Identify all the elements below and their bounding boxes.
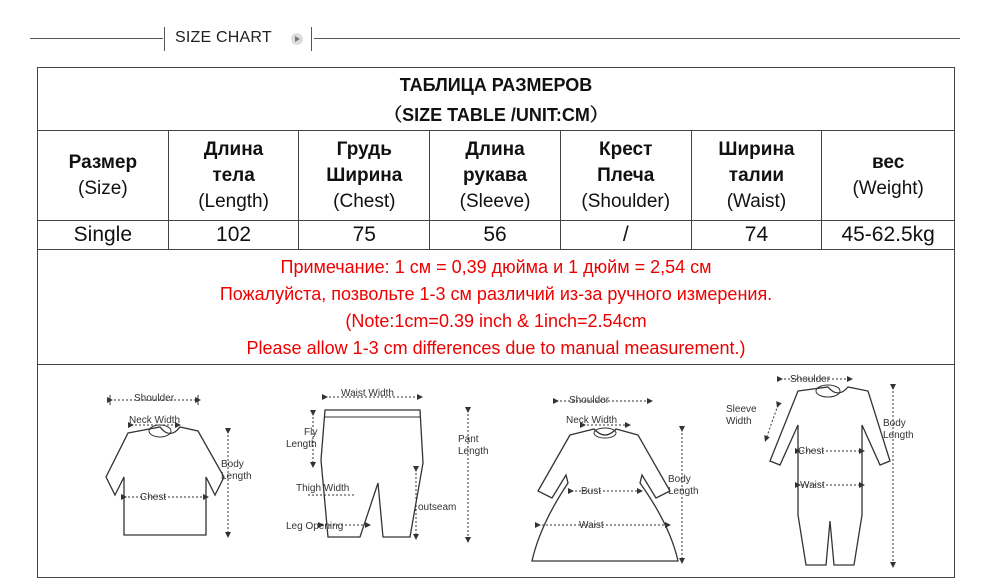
- header-divider-left: [164, 27, 165, 51]
- table-row: [38, 221, 954, 250]
- header-shoulder: Крест Плеча (Shoulder): [561, 131, 692, 220]
- cell-shoulder: /: [561, 221, 692, 249]
- dress-neck-label: Neck Width: [566, 415, 618, 426]
- header-sleeve: Длина рукава (Sleeve): [430, 131, 561, 220]
- note-line-3: (Note:1cm=0.39 inch & 1inch=2.54cm: [345, 311, 647, 331]
- dress-body-label: Body: [668, 474, 691, 485]
- shirt-length-label: Length: [221, 471, 252, 482]
- pants-diagram: [308, 397, 468, 540]
- romper-waist-label: Waist: [800, 480, 825, 491]
- romper-chest-label: Chest: [798, 446, 825, 457]
- size-table: [37, 67, 955, 578]
- pants-leg-label: Leg Opening: [286, 521, 344, 532]
- cell-length: 102: [169, 221, 300, 249]
- header-size: Размер (Size): [38, 131, 169, 220]
- header-rule-left: [30, 38, 163, 39]
- pants-pant-label: Pant: [458, 434, 479, 445]
- shirt-chest-label: Chest: [140, 492, 167, 503]
- romper-sleeve-width-label: Width: [726, 416, 752, 427]
- table-header-row: [38, 131, 954, 221]
- dress-shoulder-label: Shoulder: [569, 395, 610, 406]
- dress-length-label: Length: [668, 486, 699, 497]
- shirt-shoulder-label: Shoulder: [134, 393, 175, 404]
- header-waist: Ширина талии (Waist): [692, 131, 823, 220]
- pants-pant-length-label: Length: [458, 446, 489, 457]
- romper-sleeve-label: Sleeve: [726, 404, 757, 415]
- diagram-canvas: [38, 365, 954, 577]
- note-line-4: Please allow 1-3 cm differences due to manual measurement.): [246, 338, 746, 358]
- cell-waist: 74: [692, 221, 823, 249]
- measurement-note: [38, 250, 954, 365]
- header-rule-right: [314, 38, 960, 39]
- romper-shoulder-label: Shoulder: [790, 374, 831, 385]
- table-title-ru: ТАБЛИЦА РАЗМЕРОВ: [399, 75, 593, 95]
- dress-waist-label: Waist: [579, 520, 604, 531]
- cell-sleeve: 56: [430, 221, 561, 249]
- header-title: SIZE CHART: [175, 29, 272, 46]
- measurement-diagrams: [38, 365, 954, 577]
- pants-fly-length-label: Length: [286, 439, 317, 450]
- dress-bust-label: Bust: [581, 486, 602, 497]
- cell-weight: 45-62.5kg: [841, 223, 935, 246]
- play-icon: [291, 33, 303, 45]
- table-title-en: （SIZE TABLE /UNIT:CM）: [384, 105, 608, 125]
- pants-waist-label: Waist Width: [341, 388, 394, 399]
- pants-fly-label: Fly: [304, 427, 318, 438]
- romper-diagram: [766, 379, 893, 565]
- note-line-2: Пожалуйста, позвольте 1-3 см различий из-за ручного измерения.: [219, 284, 773, 304]
- cell-size: Single: [38, 221, 169, 249]
- header-divider-right: [311, 27, 312, 51]
- shirt-neck-label: Neck Width: [129, 415, 181, 426]
- note-line-1: Примечание: 1 см = 0,39 дюйма и 1 дюйм = 2,54 см: [280, 257, 712, 277]
- pants-outseam-label: outseam: [418, 502, 457, 513]
- header-weight: вес (Weight): [852, 151, 924, 199]
- pants-thigh-label: Thigh Width: [296, 483, 350, 494]
- shirt-body-label: Body: [221, 459, 244, 470]
- header-length: Длина тела (Length): [169, 131, 300, 220]
- table-title: [38, 68, 954, 131]
- size-chart-header: [0, 24, 990, 54]
- header-chest: Грудь Ширина (Chest): [299, 131, 430, 220]
- romper-body-label: Body: [883, 418, 906, 429]
- cell-chest: 75: [299, 221, 430, 249]
- romper-length-label: Length: [883, 430, 914, 441]
